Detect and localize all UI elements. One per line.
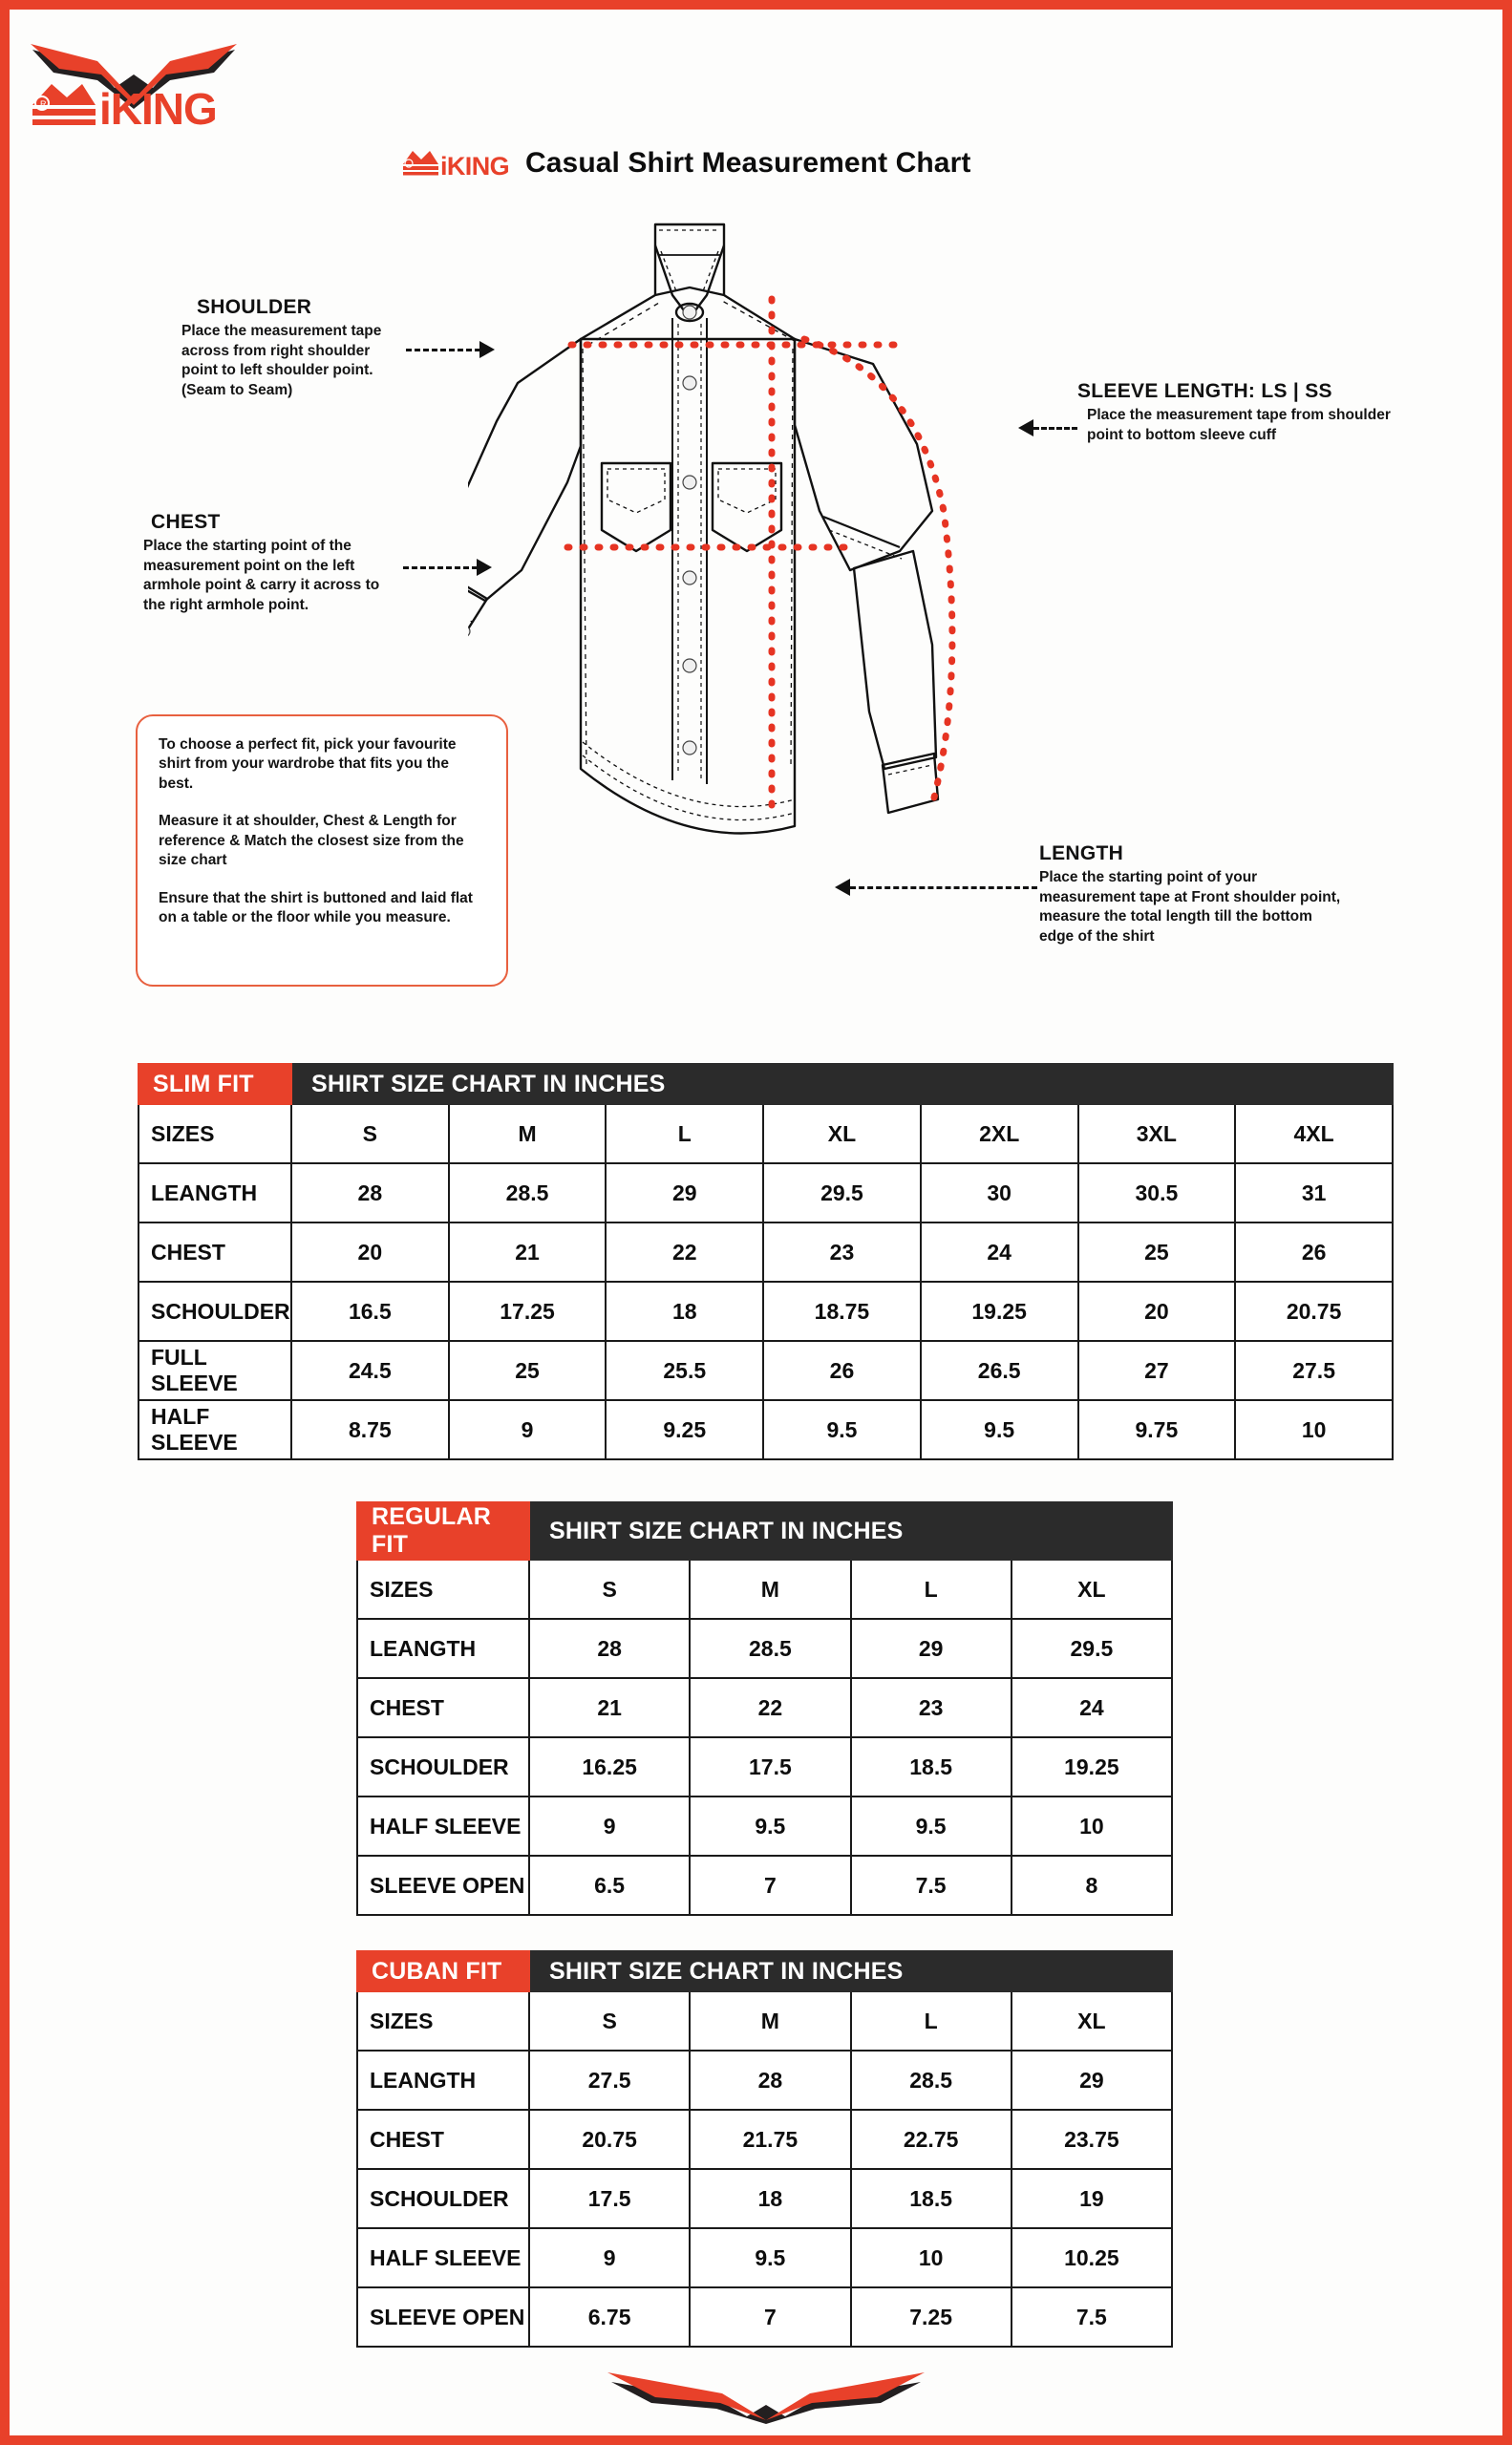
measurement-cell: 28.5 <box>851 2051 1012 2110</box>
row-label: SCHOULDER <box>357 2169 529 2228</box>
table-row <box>357 2287 1172 2347</box>
right-chest-pocket <box>713 463 781 551</box>
table-fit-label: CUBAN FIT <box>357 1951 529 1991</box>
measurement-cell: 9 <box>529 2228 690 2287</box>
table-fit-label: SLIM FIT <box>138 1064 291 1104</box>
measurement-cell: 8 <box>1012 1856 1172 1915</box>
table-header-row <box>357 1502 1172 1560</box>
measurement-cell: 29.5 <box>763 1163 921 1222</box>
brand-logo <box>27 31 266 136</box>
measurement-cell: 25.5 <box>606 1341 763 1400</box>
brand-wordmark <box>32 84 217 134</box>
left-chest-pocket <box>602 463 671 551</box>
table-header-row <box>357 1951 1172 1991</box>
row-label: SCHOULDER <box>357 1737 529 1797</box>
measurement-cell: 18.75 <box>763 1282 921 1341</box>
table-row <box>357 1619 1172 1678</box>
shoulder-leader-line <box>406 349 480 351</box>
table-row <box>138 1104 1393 1163</box>
size-header-cell: L <box>851 1991 1012 2051</box>
fit-tips-box <box>136 714 508 987</box>
measurement-cell: 21 <box>529 1678 690 1737</box>
size-header-cell: XL <box>763 1104 921 1163</box>
measurement-cell: 24 <box>1012 1678 1172 1737</box>
table-header-row <box>138 1064 1393 1104</box>
measurement-cell: 6.5 <box>529 1856 690 1915</box>
size-header-cell: S <box>291 1104 449 1163</box>
row-label: SIZES <box>138 1104 291 1163</box>
measurement-cell: 7 <box>690 1856 850 1915</box>
measurement-cell: 29 <box>1012 2051 1172 2110</box>
measurement-cell: 28 <box>291 1163 449 1222</box>
table-row <box>357 1991 1172 2051</box>
annotation-sleeve-length <box>1077 380 1393 445</box>
annotation-length-title: LENGTH <box>1039 842 1124 864</box>
table-row <box>357 1737 1172 1797</box>
table-row <box>357 2051 1172 2110</box>
size-header-cell: M <box>690 1560 850 1619</box>
size-table-cuban-fit <box>356 1950 1173 2348</box>
measurement-cell: 22.75 <box>851 2110 1012 2169</box>
row-label: HALF SLEEVE <box>138 1400 291 1459</box>
size-header-cell: S <box>529 1560 690 1619</box>
measurement-cell: 10 <box>851 2228 1012 2287</box>
measurement-cell: 17.25 <box>449 1282 607 1341</box>
measurement-cell: 30 <box>921 1163 1078 1222</box>
measurement-cell: 21 <box>449 1222 607 1282</box>
wing-mark-icon <box>594 2361 938 2428</box>
measurement-cell: 9.5 <box>851 1797 1012 1856</box>
size-header-cell: M <box>690 1991 850 2051</box>
chest-leader-arrow <box>477 559 492 576</box>
measurement-cell: 18 <box>690 2169 850 2228</box>
row-label: SLEEVE OPEN <box>357 2287 529 2347</box>
measurement-cell: 23 <box>763 1222 921 1282</box>
annotation-sleeve-length-title: SLEEVE LENGTH: LS | SS <box>1077 380 1332 402</box>
fit-tip-3: Ensure that the shirt is buttoned and laid flat on a table or the floor while you measure. <box>159 889 473 926</box>
row-label: SLEEVE OPEN <box>357 1856 529 1915</box>
svg-text:iKING: iKING <box>440 152 510 181</box>
measurement-cell: 7.25 <box>851 2287 1012 2347</box>
size-header-cell: 3XL <box>1078 1104 1236 1163</box>
row-label: SCHOULDER <box>138 1282 291 1341</box>
table-row <box>138 1341 1393 1400</box>
size-header-cell: 2XL <box>921 1104 1078 1163</box>
measurement-cell: 16.5 <box>291 1282 449 1341</box>
measurement-cell: 9.25 <box>606 1400 763 1459</box>
row-label: SIZES <box>357 1991 529 2051</box>
measurement-cell: 23 <box>851 1678 1012 1737</box>
shirt-illustration <box>468 196 1079 989</box>
table-fit-label: REGULAR FIT <box>357 1502 529 1560</box>
table-row <box>138 1282 1393 1341</box>
annotation-shoulder <box>181 296 406 400</box>
measurement-cell: 31 <box>1235 1163 1393 1222</box>
table-row <box>138 1400 1393 1459</box>
measurement-cell: 28 <box>690 2051 850 2110</box>
measurement-cell: 9.75 <box>1078 1400 1236 1459</box>
measurement-cell: 27.5 <box>529 2051 690 2110</box>
measurement-cell: 16.25 <box>529 1737 690 1797</box>
measurement-cell: 24 <box>921 1222 1078 1282</box>
size-header-cell: 4XL <box>1235 1104 1393 1163</box>
title-brand-mark-icon <box>401 143 516 183</box>
measurement-cell: 8.75 <box>291 1400 449 1459</box>
measurement-cell: 6.75 <box>529 2287 690 2347</box>
measurement-cell: 20 <box>291 1222 449 1282</box>
measurement-cell: 7 <box>690 2287 850 2347</box>
measurement-cell: 9.5 <box>690 1797 850 1856</box>
size-header-cell: M <box>449 1104 607 1163</box>
measurement-cell: 29 <box>851 1619 1012 1678</box>
collar-stand <box>655 224 724 295</box>
measurement-cell: 29 <box>606 1163 763 1222</box>
footer-wing-logo <box>594 2361 938 2428</box>
measurement-cell: 18.5 <box>851 2169 1012 2228</box>
page-title <box>401 143 970 183</box>
row-label: LEANGTH <box>138 1163 291 1222</box>
row-label: LEANGTH <box>357 1619 529 1678</box>
left-sleeve-cuff <box>468 566 487 656</box>
row-label: HALF SLEEVE <box>357 2228 529 2287</box>
measurement-cell: 30.5 <box>1078 1163 1236 1222</box>
annotation-chest-body: Place the starting point of the measurement point on the left armhole point & carry it across to the right armhole point. <box>143 538 380 613</box>
measurement-cell: 7.5 <box>1012 2287 1172 2347</box>
shoulder-leader-arrow <box>479 341 495 358</box>
measurement-cell: 26 <box>1235 1222 1393 1282</box>
table-row <box>357 2228 1172 2287</box>
measurement-cell: 27 <box>1078 1341 1236 1400</box>
measurement-cell: 19.25 <box>1012 1737 1172 1797</box>
row-label: CHEST <box>138 1222 291 1282</box>
annotation-length <box>1039 842 1345 946</box>
measurement-cell: 22 <box>606 1222 763 1282</box>
table-row <box>357 1560 1172 1619</box>
row-label: LEANGTH <box>357 2051 529 2110</box>
measurement-cell: 18 <box>606 1282 763 1341</box>
measurement-cell: 10 <box>1012 1797 1172 1856</box>
table-row <box>357 2169 1172 2228</box>
measurement-cell: 26.5 <box>921 1341 1078 1400</box>
annotation-chest-title: CHEST <box>151 511 221 533</box>
measurement-cell: 18.5 <box>851 1737 1012 1797</box>
right-short-sleeve <box>795 339 932 570</box>
sleeve-leader-line <box>1033 427 1077 430</box>
measurement-cell: 27.5 <box>1235 1341 1393 1400</box>
row-label: CHEST <box>357 1678 529 1737</box>
measurement-cell: 9 <box>449 1400 607 1459</box>
table-row <box>138 1222 1393 1282</box>
fit-tip-1: To choose a perfect fit, pick your favourite shirt from your wardrobe that fits you the best. <box>159 736 457 792</box>
measurement-cell: 28 <box>529 1619 690 1678</box>
annotation-shoulder-title: SHOULDER <box>197 296 312 318</box>
measurement-cell: 9 <box>529 1797 690 1856</box>
table-row <box>138 1163 1393 1222</box>
length-leader-line <box>850 886 1037 889</box>
row-label: SIZES <box>357 1560 529 1619</box>
table-row <box>357 1856 1172 1915</box>
shirt-body <box>581 339 795 834</box>
button-group <box>468 306 696 755</box>
measurement-cell: 17.5 <box>690 1737 850 1797</box>
annotation-chest <box>143 511 401 615</box>
measurement-cell: 9.5 <box>921 1400 1078 1459</box>
page-title-text: Casual Shirt Measurement Chart <box>525 147 971 179</box>
length-leader-arrow <box>835 879 850 896</box>
sleeve-length-measure-line <box>804 339 952 797</box>
right-long-sleeve <box>854 551 936 769</box>
size-header-cell: XL <box>1012 1560 1172 1619</box>
annotation-shoulder-body: Place the measurement tape across from right shoulder point to left shoulder point. (Seam to Seam) <box>181 323 382 398</box>
annotation-length-body: Place the starting point of your measurement tape at Front shoulder point, measure the total length till the bottom edge of the shirt <box>1039 869 1341 945</box>
measurement-cell: 9.5 <box>763 1400 921 1459</box>
size-header-cell: XL <box>1012 1991 1172 2051</box>
row-label: CHEST <box>357 2110 529 2169</box>
size-header-cell: L <box>606 1104 763 1163</box>
measurement-cell: 26 <box>763 1341 921 1400</box>
measurement-cell: 10 <box>1235 1400 1393 1459</box>
table-row <box>357 2110 1172 2169</box>
table-chart-label: SHIRT SIZE CHART IN INCHES <box>529 1951 1172 1991</box>
measurement-cell: 19.25 <box>921 1282 1078 1341</box>
measurement-cell: 21.75 <box>690 2110 850 2169</box>
sleeve-leader-arrow <box>1018 419 1033 436</box>
measurement-cell: 7.5 <box>851 1856 1012 1915</box>
measurement-cell: 25 <box>1078 1222 1236 1282</box>
size-header-cell: S <box>529 1991 690 2051</box>
svg-text:R: R <box>40 99 47 109</box>
measurement-cell: 19 <box>1012 2169 1172 2228</box>
table-chart-label: SHIRT SIZE CHART IN INCHES <box>529 1502 1172 1560</box>
table-chart-label: SHIRT SIZE CHART IN INCHES <box>291 1064 1393 1104</box>
size-table-slim-fit <box>138 1063 1394 1460</box>
row-label: FULL SLEEVE <box>138 1341 291 1400</box>
measurement-cell: 20 <box>1078 1282 1236 1341</box>
measurement-cell: 29.5 <box>1012 1619 1172 1678</box>
measurement-cell: 24.5 <box>291 1341 449 1400</box>
measurement-cell: 23.75 <box>1012 2110 1172 2169</box>
svg-text:iKING: iKING <box>99 84 217 134</box>
measurement-cell: 28.5 <box>449 1163 607 1222</box>
measurement-cell: 28.5 <box>690 1619 850 1678</box>
chest-leader-line <box>403 566 478 569</box>
size-table-regular-fit <box>356 1501 1173 1916</box>
table-row <box>357 1678 1172 1737</box>
measurement-cell: 25 <box>449 1341 607 1400</box>
table-row <box>357 1797 1172 1856</box>
measurement-cell: 17.5 <box>529 2169 690 2228</box>
measurement-cell: 10.25 <box>1012 2228 1172 2287</box>
row-label: HALF SLEEVE <box>357 1797 529 1856</box>
measurement-cell: 20.75 <box>1235 1282 1393 1341</box>
measurement-cell: 9.5 <box>690 2228 850 2287</box>
annotation-sleeve-length-body: Place the measurement tape from shoulder point to bottom sleeve cuff <box>1087 407 1391 443</box>
size-header-cell: L <box>851 1560 1012 1619</box>
measurement-cell: 22 <box>690 1678 850 1737</box>
fit-tip-2: Measure it at shoulder, Chest & Length for reference & Match the closest size from the size chart <box>159 813 464 869</box>
measurement-cell: 20.75 <box>529 2110 690 2169</box>
